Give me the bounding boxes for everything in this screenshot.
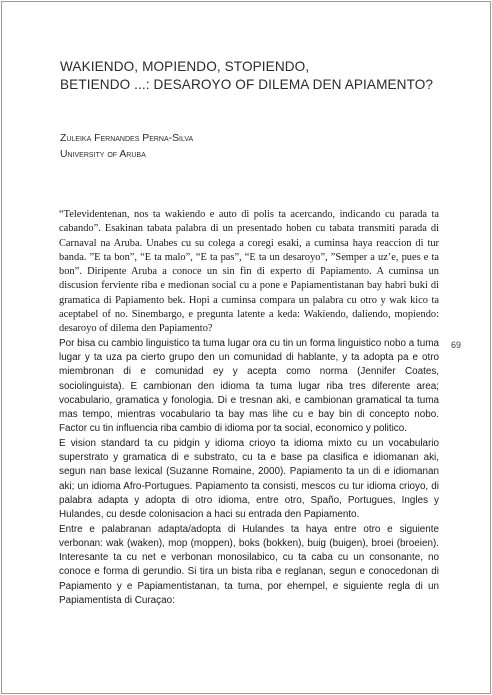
title-line-2: BETIENDO ...: DESAROYO OF DILEMA DEN APIAMENTO?	[60, 76, 434, 92]
paragraph-2: Por bisa cu cambio linguistico ta tuma lugar ora cu tin un forma linguistico nobo a tuma lugar y ta uza pa cierto grupo den un comunidad di hablante, y ta adopta pa e otro miembronan di e comunidad ey y acepta como norma (Jennifer Coates, sociolinguista). E cambionan den idioma ta tuma lugar riba tres diferente area; vocabulario, gramatica y fonologia. Di e tresnan aki, e cambionan gramatical ta tuma mas tempo, mientras vocabulario ta bay mas lihe cu e bay bin di concepto nobo. Factor cu tin influencia riba cambio di idioma por ta social, economico y politico.	[59, 337, 439, 435]
author-affiliation: University of Aruba	[60, 148, 146, 160]
paragraph-3: E vision standard ta cu pidgin y idioma crioyo ta idioma mixto cu un vocabulario superstrato y gramatica di e substrato, cu ta e base pa clasifica e idiomanan aki, segun nan base lexical (Suzanne Romaine, 2000). Papiamento ta un di e idiomanan aki; un idioma Afro-Portugues. Papiamento ta consisti, mescos cu tur idioma crioyo, di palabra adapta y adopta di otro idioma, entre otro, Spaño, Portugues, Ingles y Hulandes, cu desde colonisacion a haci su entrada den Papiamento.	[59, 437, 439, 521]
article-title	[60, 58, 450, 93]
page-number: 69	[451, 340, 462, 350]
article-body	[59, 208, 439, 608]
author-block	[60, 131, 193, 162]
paragraph-4: Entre e palabranan adapta/adopta di Hulandes ta haya entre otro e siguiente verbonan: wak (waken), mop (moppen), boks (bokken), buig (buigen), broei (broeien). Interesante ta cu net e verbonan monosilabico, cu ta caba cu un consonante, no conoce e forma di gerundio. Si tira un bista riba e reglanan, segun e conocedonan di Papiamento y e Papiamentistanan, ta tuma, por ehempel, e siguiente regla di un Papiamentista di Curaçao:	[59, 523, 439, 607]
author-name: Zuleika Fernandes Perna-Silva	[60, 133, 194, 144]
paragraph-1: “Televidentenan, nos ta wakiendo e auto di polis ta acercando, indicando cu parada ta cabando”. Esakinan tabata palabra di un presentado hoben cu tabata transmiti parada di Carnaval na Aruba. Unabes cu su colega a coregi esaki, a cuminsa haya reaccion di tur banda. ”E ta bon”, “E ta malo”, “E ta pas”, “E ta un desaroyo”, ”Semper a uz’e, pues e ta bon”. Diripente Aruba a conoce un sin fin di experto di Papiamento. A cuminsa un discusion ferviente riba e medionan social cu a pone e Papiamentistanan bay habri buki di gramatica di Papiamento bek. Hopi a cuminsa compara un palabra cu otro y wak kico ta aceptabel of no. Sinembargo, e pregunta latente a keda: Wakiendo, daliendo, mopiendo: desaroyo of dilema den Papiamento?	[59, 209, 439, 335]
title-line-1: WAKIENDO, MOPIENDO, STOPIENDO,	[60, 59, 310, 74]
